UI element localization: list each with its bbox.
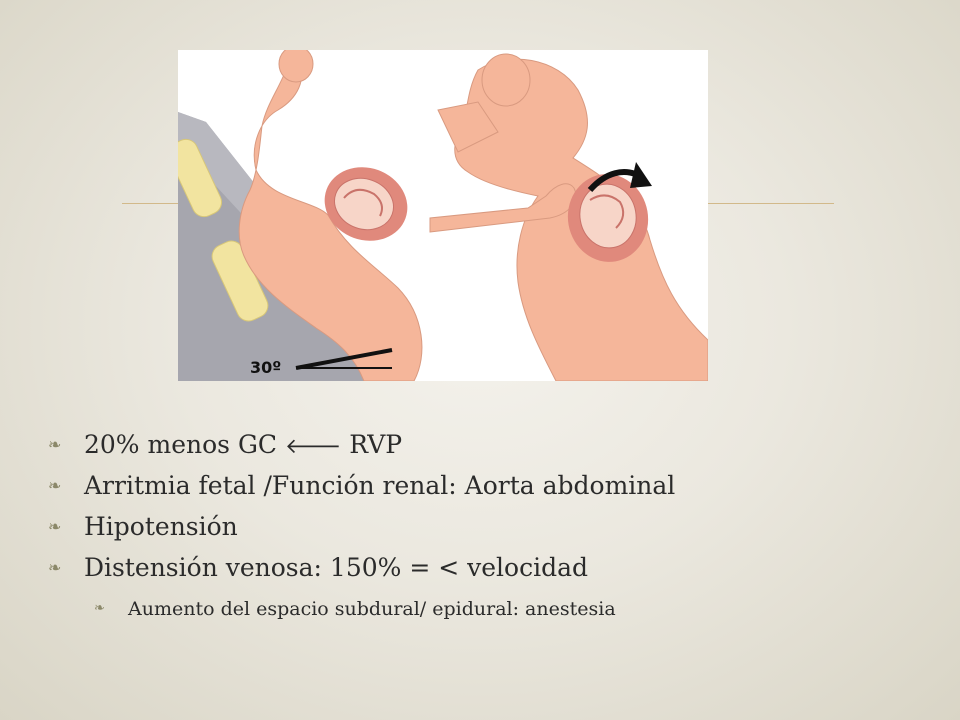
bullet-text: 20% menos GC bbox=[84, 430, 285, 459]
bullet-item bbox=[48, 551, 928, 592]
bullet-item bbox=[48, 428, 928, 469]
left-arrow-icon: 🡐 bbox=[285, 434, 342, 458]
bullet-item bbox=[48, 510, 928, 551]
left-figure-head bbox=[279, 50, 313, 82]
bullet-text: Distensión venosa: 150% = < velocidad bbox=[84, 553, 588, 582]
bullet-marker-icon: ❧ bbox=[48, 435, 62, 454]
sub-bullet-text: Aumento del espacio subdural/ epidural: anestesia bbox=[128, 598, 616, 620]
sub-bullet-item bbox=[48, 592, 928, 626]
bullet-text: Arritmia fetal /Función renal: Aorta abdominal bbox=[84, 471, 676, 500]
bullet-item bbox=[48, 469, 928, 510]
bullet-text: RVP bbox=[341, 430, 403, 459]
bullet-marker-icon: ❧ bbox=[48, 476, 62, 495]
bullet-marker-icon: ❧ bbox=[48, 517, 62, 536]
title-rule-left bbox=[122, 203, 182, 204]
sub-bullet-marker-icon: ❧ bbox=[94, 601, 105, 616]
bullet-text: Hipotensión bbox=[84, 512, 238, 541]
bullet-list bbox=[48, 428, 928, 626]
illustration-left-tilt-positions bbox=[178, 50, 708, 381]
title-rule-right bbox=[704, 203, 834, 204]
right-figure-head bbox=[482, 54, 530, 106]
angle-label: 30º bbox=[250, 358, 282, 377]
bullet-marker-icon: ❧ bbox=[48, 558, 62, 577]
